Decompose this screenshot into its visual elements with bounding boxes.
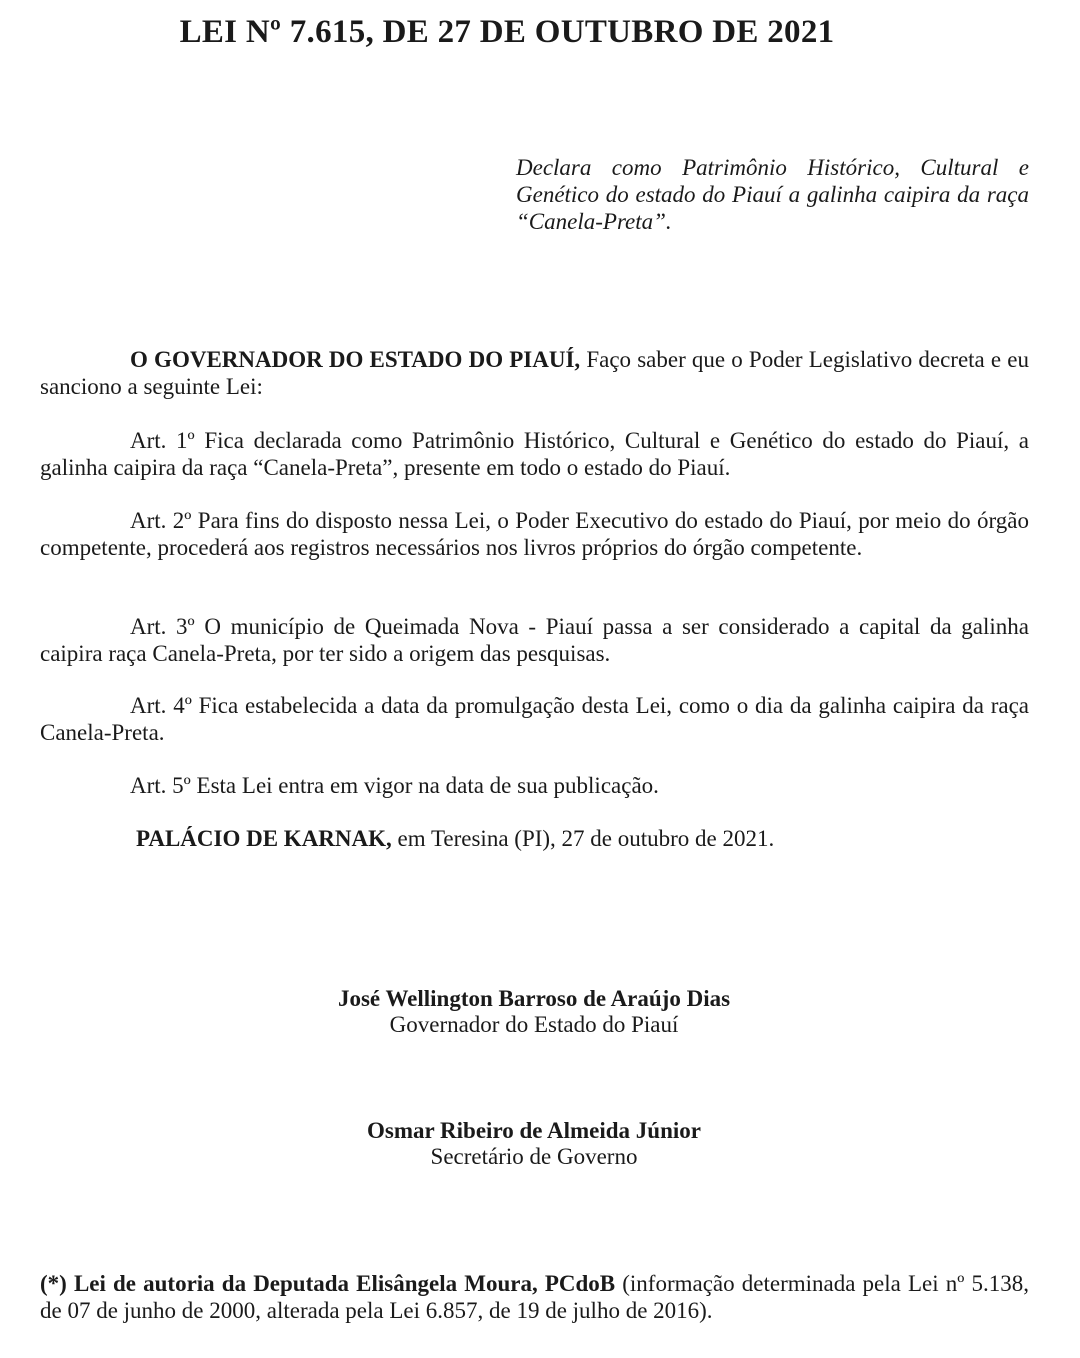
article-3: Art. 3º O município de Queimada Nova - Piauí passa a ser considerado a capital da galinha caipira raça Canela-Preta, por ter sido a origem das pesquisas.	[40, 614, 1029, 666]
preamble	[40, 346, 1029, 400]
signature-name: José Wellington Barroso de Araújo Dias	[337, 986, 731, 1011]
article-4: Art. 4º Fica estabelecida a data da promulgação desta Lei, como o dia da galinha caipira da raça Canela-Preta.	[40, 693, 1029, 745]
signature-role: Governador do Estado do Piauí	[389, 1012, 679, 1037]
preamble-text: Faço saber que o Poder Legislativo decreta e eu sanciono a seguinte Lei:	[40, 347, 1029, 399]
footnote-text: (informação determinada pela Lei nº 5.138, de 07 de junho de 2000, alterada pela Lei 6.857, de 19 de julho de 2016).	[40, 1271, 1029, 1323]
footnote-lead: (*) Lei de autoria da Deputada Elisângela Moura, PCdoB	[40, 1271, 616, 1296]
signature-secretary	[0, 1118, 1068, 1170]
article-5: Art. 5º Esta Lei entra em vigor na data de sua publicação.	[130, 773, 659, 798]
closing-line	[40, 825, 1029, 852]
law-title: LEI Nº 7.615, DE 27 DE OUTUBRO DE 2021	[179, 14, 835, 50]
closing-text: em Teresina (PI), 27 de outubro de 2021.	[391, 826, 775, 851]
signature-name: Osmar Ribeiro de Almeida Júnior	[367, 1118, 701, 1143]
closing-lead: PALÁCIO DE KARNAK,	[136, 826, 392, 851]
article-1: Art. 1º Fica declarada como Patrimônio Histórico, Cultural e Genético do estado do Piauí, a galinha caipira da raça “Canela-Preta”, presente em todo o estado do Piauí.	[40, 428, 1029, 480]
preamble-lead: O GOVERNADOR DO ESTADO DO PIAUÍ,	[130, 347, 581, 372]
law-summary: Declara como Patrimônio Histórico, Cultural e Genético do estado do Piauí a galinha caipira da raça “Canela-Preta”.	[516, 155, 1029, 234]
signature-governor	[0, 986, 1068, 1038]
article-2: Art. 2º Para fins do disposto nessa Lei, o Poder Executivo do estado do Piauí, por meio do órgão competente, procederá aos registros necessários nos livros próprios do órgão competente.	[40, 508, 1029, 560]
footnote	[40, 1270, 1029, 1324]
signature-role: Secretário de Governo	[430, 1144, 638, 1169]
